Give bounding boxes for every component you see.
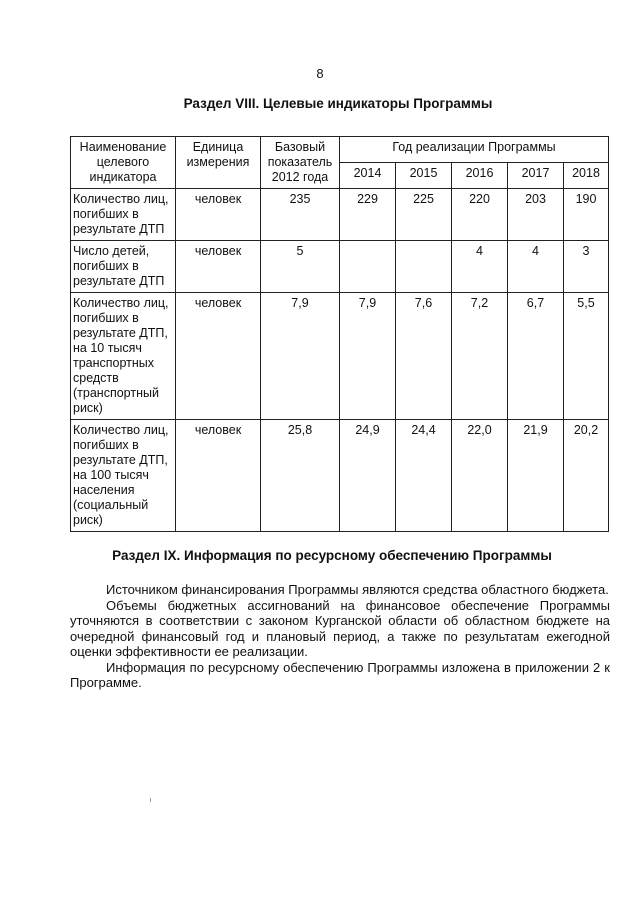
indicator-base: 25,8: [261, 420, 340, 532]
header-indicator-name: Наименование целевого индикатора: [71, 137, 176, 189]
section-9-title: Раздел IX. Информация по ресурсному обеспечению Программы: [112, 548, 552, 563]
indicator-value: [396, 241, 452, 293]
indicator-value: 20,2: [564, 420, 609, 532]
indicator-value: 4: [452, 241, 508, 293]
header-year: 2016: [452, 163, 508, 189]
scan-speck: [150, 798, 151, 802]
indicator-unit: человек: [176, 241, 261, 293]
table-row: [71, 241, 609, 293]
indicator-value: 6,7: [508, 293, 564, 420]
indicator-value: 3: [564, 241, 609, 293]
section-8-title: Раздел VIII. Целевые индикаторы Программы: [183, 96, 493, 111]
table-header-row: [71, 137, 609, 163]
indicator-name: Количество лиц, погибших в результате ДТП, на 100 тысяч населения (социальный риск): [71, 420, 176, 532]
indicator-base: 235: [261, 189, 340, 241]
indicator-value: 220: [452, 189, 508, 241]
indicator-base: 7,9: [261, 293, 340, 420]
indicator-value: 22,0: [452, 420, 508, 532]
indicator-base: 5: [261, 241, 340, 293]
paragraph: Объемы бюджетных ассигнований на финансовое обеспечение Программы уточняются в соответствии с законом Курганской области об областном бюджете на очередной финансовый год и плановый период, а также по результатам ежегодной оценки эффективности ее реализации.: [70, 597, 610, 659]
indicator-value: 7,2: [452, 293, 508, 420]
indicator-value: [340, 241, 396, 293]
header-base-value: Базовый показатель 2012 года: [261, 137, 340, 189]
header-year: 2017: [508, 163, 564, 189]
indicator-value: 7,6: [396, 293, 452, 420]
indicator-value: 225: [396, 189, 452, 241]
header-unit: Единица измерения: [176, 137, 261, 189]
indicator-value: 203: [508, 189, 564, 241]
indicator-value: 229: [340, 189, 396, 241]
indicator-value: 4: [508, 241, 564, 293]
paragraph: Информация по ресурсному обеспечению Программы изложена в приложении 2 к Программе.: [70, 659, 610, 690]
table-row: [71, 420, 609, 532]
indicator-name: Количество лиц, погибших в результате ДТП: [71, 189, 176, 241]
header-year: 2018: [564, 163, 609, 189]
indicator-value: 24,9: [340, 420, 396, 532]
indicator-value: 7,9: [340, 293, 396, 420]
section-9-body: [70, 582, 610, 691]
header-year: 2015: [396, 163, 452, 189]
indicator-unit: человек: [176, 293, 261, 420]
header-years-group: Год реализации Программы: [340, 137, 609, 163]
indicators-table: [70, 136, 609, 532]
table-row: [71, 293, 609, 420]
header-year: 2014: [340, 163, 396, 189]
indicator-value: 190: [564, 189, 609, 241]
indicator-unit: человек: [176, 189, 261, 241]
indicator-unit: человек: [176, 420, 261, 532]
indicator-value: 5,5: [564, 293, 609, 420]
paragraph: Источником финансирования Программы являются средства областного бюджета.: [106, 582, 609, 597]
indicator-value: 21,9: [508, 420, 564, 532]
indicator-value: 24,4: [396, 420, 452, 532]
indicator-name: Количество лиц, погибших в результате ДТП, на 10 тысяч транспортных средств (транспортный риск): [71, 293, 176, 420]
page-number: 8: [316, 66, 324, 81]
indicator-name: Число детей, погибших в результате ДТП: [71, 241, 176, 293]
table-row: [71, 189, 609, 241]
